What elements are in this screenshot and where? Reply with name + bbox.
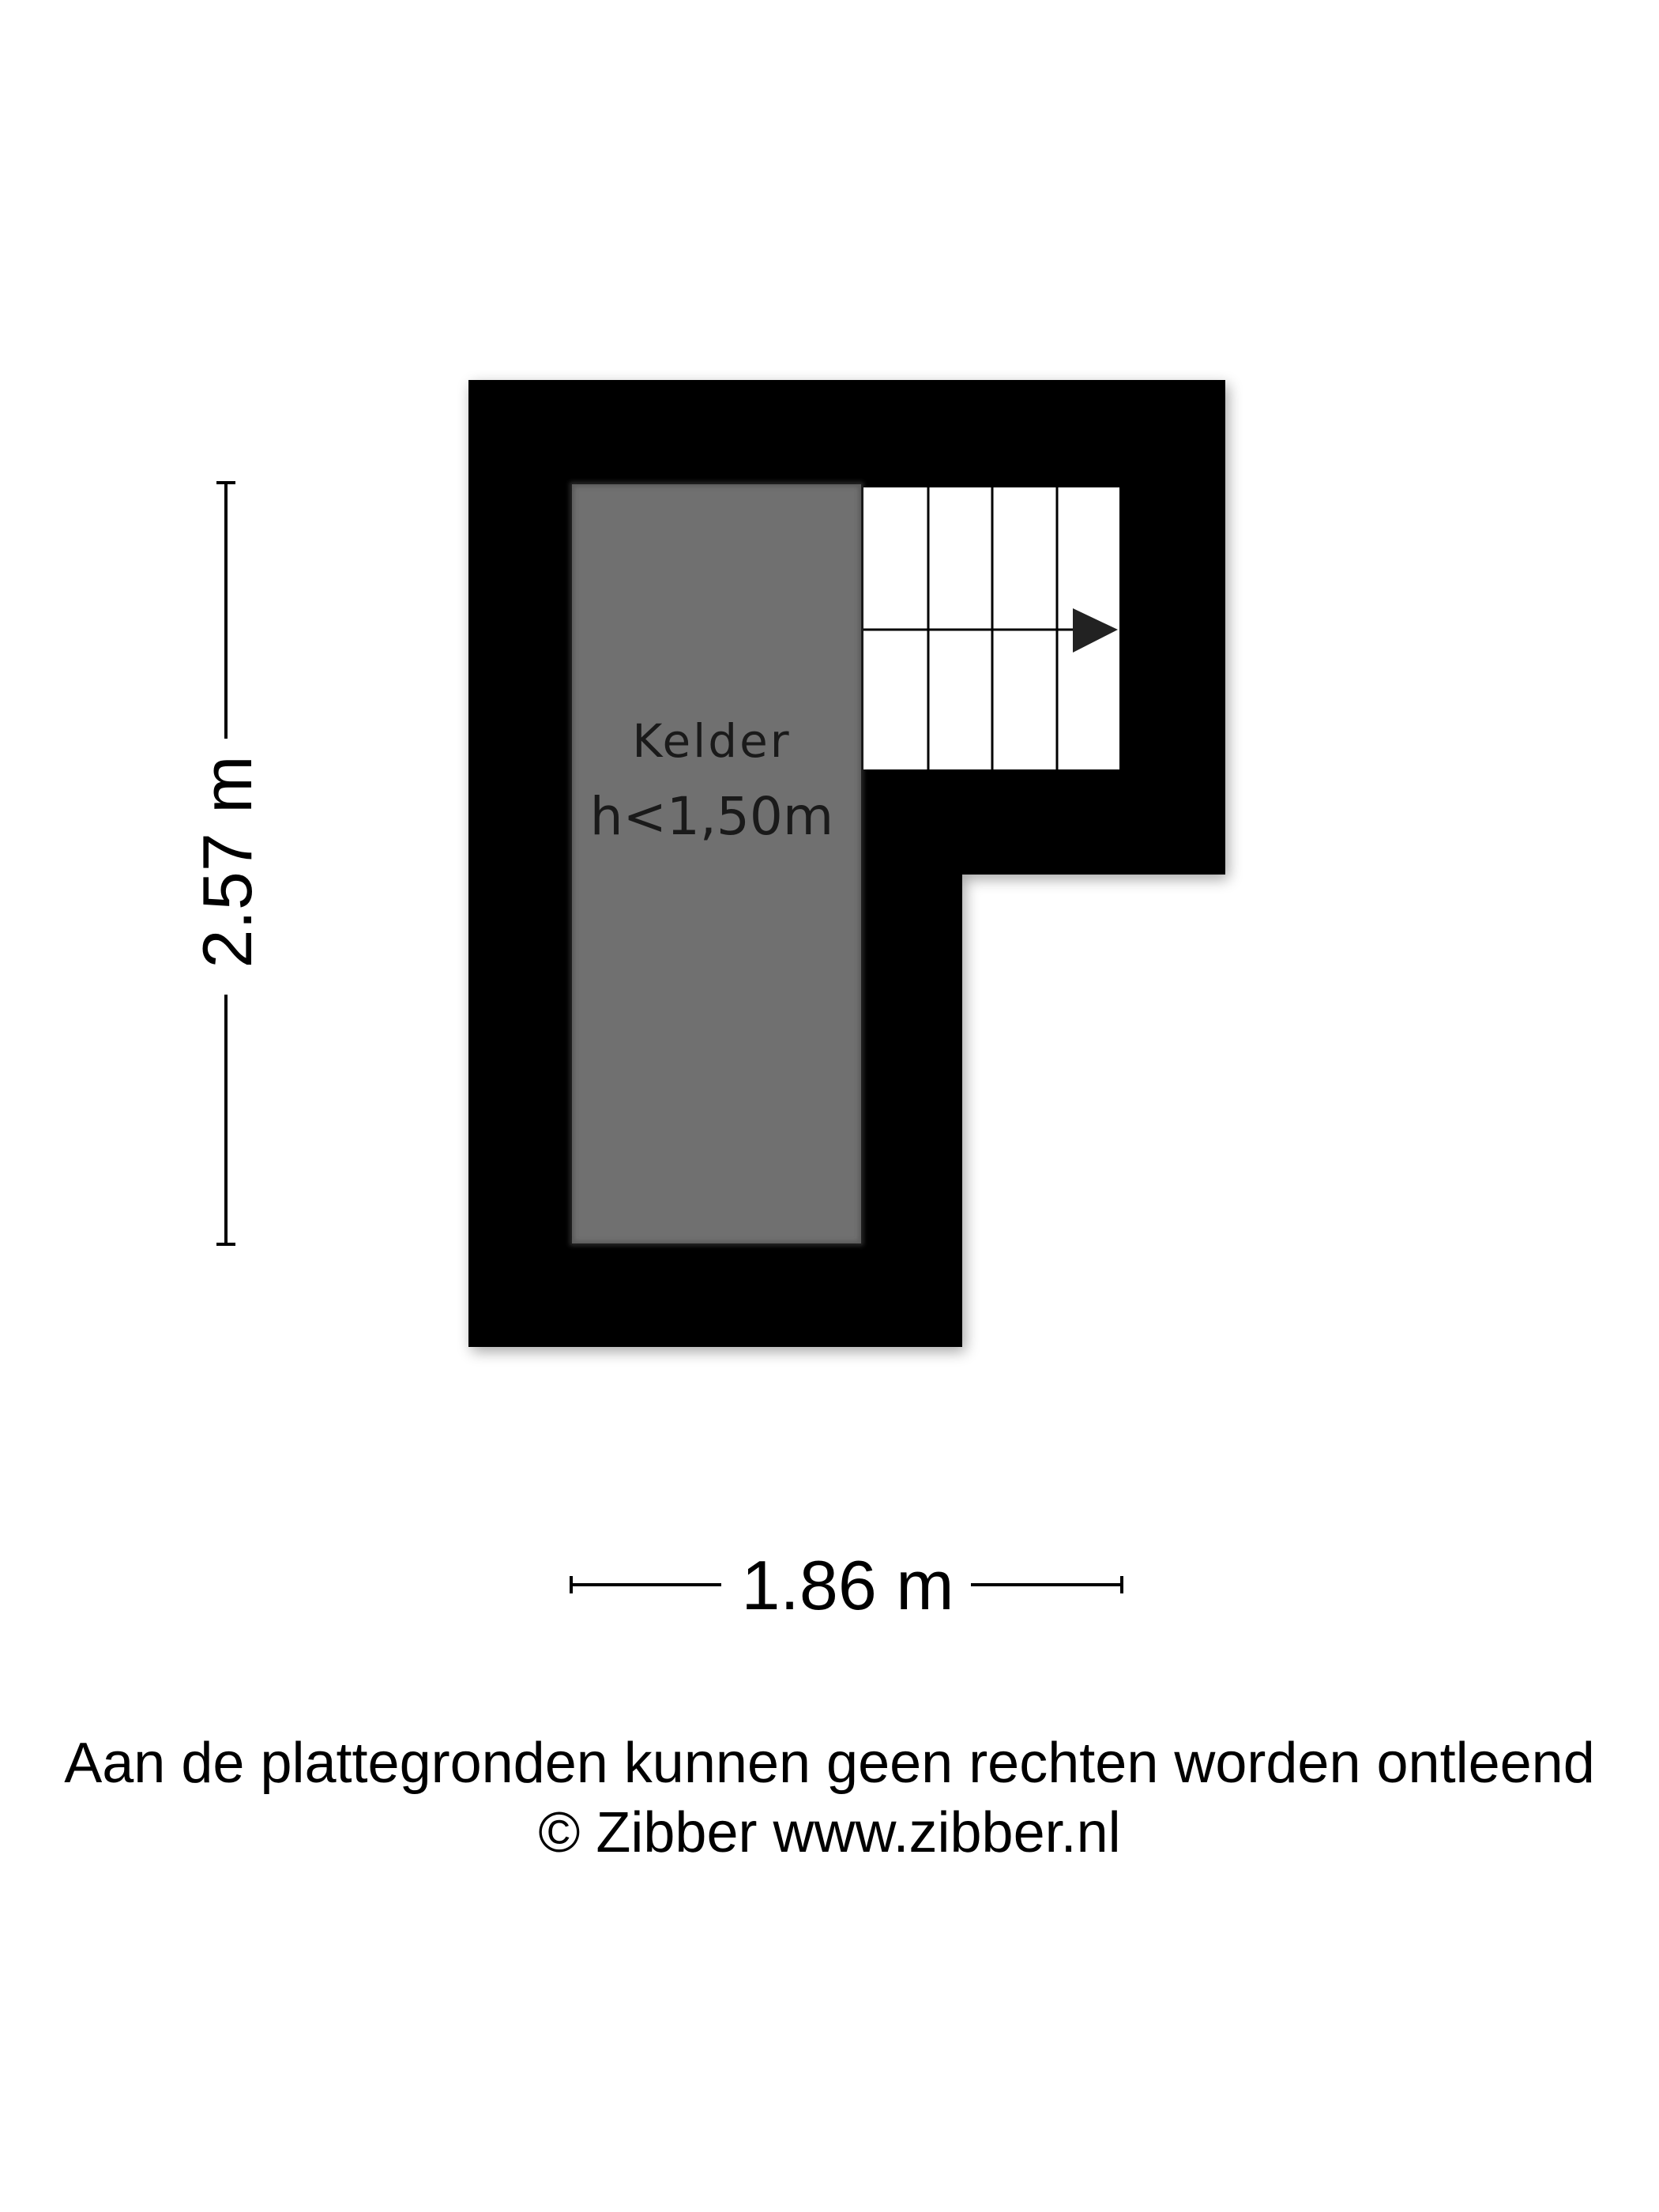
staircase xyxy=(863,487,1119,769)
horizontal-dimension-label: 1.86 m xyxy=(741,1546,954,1624)
disclaimer-text: Aan de plattegronden kunnen geen rechten worden ontleend xyxy=(64,1732,1595,1795)
vertical-dimension-label: 2.57 m xyxy=(188,755,266,969)
vertical-dimension xyxy=(188,483,266,1244)
horizontal-dimension xyxy=(571,1546,1122,1624)
room-kelder-floor xyxy=(572,484,861,1243)
room-name: Kelder xyxy=(632,714,792,768)
copyright-text: © Zibber www.zibber.nl xyxy=(538,1801,1121,1864)
room-height-note: h<1,50m xyxy=(589,786,834,847)
